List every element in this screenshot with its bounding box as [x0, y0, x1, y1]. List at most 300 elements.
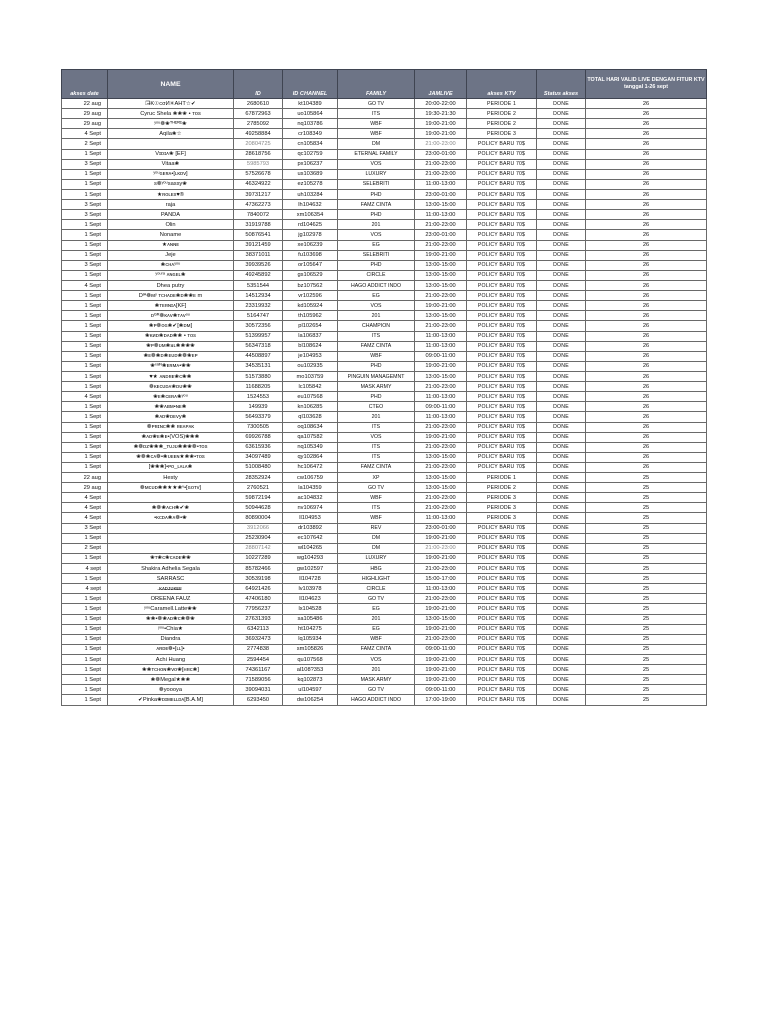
cell-id: 63615936: [234, 442, 283, 452]
cell-total-hari: 26: [586, 311, 707, 321]
cell-name: ❀❁ᴅᴢ❀❀❀_ᴛᴜᴊᴜ❀❀❀❁•ᴛᴏѕ: [108, 442, 234, 452]
cell-name: raja: [108, 200, 234, 210]
cell-total-hari: 26: [586, 270, 707, 280]
cell-total-hari: 25: [586, 564, 707, 574]
cell-id-channel: qa107582: [283, 432, 338, 442]
cell-id: 64921426: [234, 584, 283, 594]
cell-id-channel: rd104625: [283, 220, 338, 230]
cell-akses-date: 3 Sept: [62, 200, 108, 210]
cell-jamlive: 19:00-21:00: [415, 604, 467, 614]
table-row: [62, 685, 707, 695]
table-row: [62, 483, 707, 493]
cell-name: ʸᵒᵘɢᴇʀᴀ•[ʟᴋᴅᴠ]: [108, 169, 234, 179]
cell-jamlive: 21:00-23:00: [415, 634, 467, 644]
cell-id: 46324922: [234, 179, 283, 189]
cell-id-channel: bz107562: [283, 280, 338, 290]
cell-akses-date: 1 Sept: [62, 412, 108, 422]
cell-id-channel: ll104623: [283, 594, 338, 604]
cell-id: 5985793: [234, 159, 283, 169]
cell-akses-ktv: POLICY BARU 70$: [467, 270, 537, 280]
cell-total-hari: 26: [586, 240, 707, 250]
cell-id: 34535131: [234, 361, 283, 371]
cell-akses-date: 1 Sept: [62, 422, 108, 432]
cell-akses-date: 1 Sept: [62, 634, 108, 644]
cell-id-channel: kn106285: [283, 402, 338, 412]
cell-status-akses: DONE: [537, 382, 586, 392]
cell-akses-ktv: PERIODE 1: [467, 473, 537, 483]
cell-family: ITS: [338, 109, 415, 119]
cell-jamlive: 13:00-15:00: [415, 452, 467, 462]
cell-total-hari: 25: [586, 543, 707, 553]
col-header-akses-ktv: akses KTV: [467, 70, 537, 99]
cell-family: WBF: [338, 493, 415, 503]
cell-id-channel: qy102864: [283, 452, 338, 462]
cell-name: Vitaa❀: [108, 159, 234, 169]
cell-family: 201: [338, 614, 415, 624]
cell-jamlive: 21:00-23:00: [415, 240, 467, 250]
cell-jamlive: 21:00-23:00: [415, 159, 467, 169]
cell-id: 14512934: [234, 291, 283, 301]
cell-jamlive: 19:00-21:00: [415, 665, 467, 675]
cell-jamlive: 09:00-11:00: [415, 351, 467, 361]
table-row: [62, 291, 707, 301]
cell-id: 6293450: [234, 695, 283, 705]
cell-family: REV: [338, 523, 415, 533]
table-row: [62, 462, 707, 472]
table-row: [62, 240, 707, 250]
cell-akses-date: 1 Sept: [62, 442, 108, 452]
cell-akses-date: 3 Sept: [62, 159, 108, 169]
cell-name: SARRASC: [108, 574, 234, 584]
cell-status-akses: DONE: [537, 260, 586, 270]
cell-akses-ktv: POLICY BARU 70$: [467, 250, 537, 260]
table-row: [62, 260, 707, 270]
cell-id: 51573880: [234, 371, 283, 381]
cell-id-channel: gs106529: [283, 270, 338, 280]
cell-id: 2760521: [234, 483, 283, 493]
cell-name: ❀ᴀᴅ❀ᴅᴇvy❀: [108, 412, 234, 422]
cell-status-akses: DONE: [537, 564, 586, 574]
table-row: [62, 574, 707, 584]
cell-akses-ktv: POLICY BARU 70$: [467, 594, 537, 604]
cell-jamlive: 13:00-15:00: [415, 483, 467, 493]
cell-family: LUXURY: [338, 553, 415, 563]
cell-jamlive: 21:00-23:00: [415, 503, 467, 513]
table-row: [62, 442, 707, 452]
cell-family: VOS: [338, 432, 415, 442]
cell-jamlive: 23:00-01:00: [415, 523, 467, 533]
cell-family: WBF: [338, 129, 415, 139]
table-row: [62, 493, 707, 503]
cell-jamlive: 13:00-15:00: [415, 270, 467, 280]
cell-status-akses: DONE: [537, 99, 586, 109]
cell-id: 2680610: [234, 99, 283, 109]
cell-id-channel: ou102935: [283, 361, 338, 371]
cell-family: FAMZ CINTA: [338, 462, 415, 472]
cell-family: CHAMPION: [338, 321, 415, 331]
table-row: [62, 675, 707, 685]
cell-id: 59872194: [234, 493, 283, 503]
cell-akses-date: 1 Sept: [62, 675, 108, 685]
cell-status-akses: DONE: [537, 280, 586, 290]
cell-name: ʸᵒᵘ❁❀ᵀᴴᴱᴿᴱ❀: [108, 119, 234, 129]
cell-total-hari: 26: [586, 321, 707, 331]
cell-family: DM: [338, 533, 415, 543]
cell-name: ★ᴀɴɴᴇ: [108, 240, 234, 250]
cell-family: DM: [338, 139, 415, 149]
table-row: [62, 250, 707, 260]
table-row: [62, 513, 707, 523]
cell-family: ITS: [338, 442, 415, 452]
cell-akses-date: 1 Sept: [62, 695, 108, 705]
col-header-status-akses: Status akses: [537, 70, 586, 99]
cell-id: 11688205: [234, 382, 283, 392]
cell-total-hari: 26: [586, 149, 707, 159]
cell-name: ❀ᴇ❁❀ᴅ❀ᴇᴜᴅ❀❁❀ᴇᴘ: [108, 351, 234, 361]
table-row: [62, 473, 707, 483]
cell-akses-ktv: POLICY BARU 70$: [467, 200, 537, 210]
cell-jamlive: 21:00-23:00: [415, 321, 467, 331]
cell-total-hari: 26: [586, 412, 707, 422]
cell-family: PHD: [338, 189, 415, 199]
cell-family: DM: [338, 543, 415, 553]
cell-family: FAMZ CINTA: [338, 200, 415, 210]
cell-family: PHD: [338, 210, 415, 220]
cell-status-akses: DONE: [537, 543, 586, 553]
cell-status-akses: DONE: [537, 422, 586, 432]
table-row: [62, 634, 707, 644]
cell-name: Vɪᴅɪᴀ❀ [EF]: [108, 149, 234, 159]
cell-akses-ktv: POLICY BARU 70$: [467, 331, 537, 341]
cell-akses-date: 22 aug: [62, 473, 108, 483]
cell-akses-ktv: POLICY BARU 70$: [467, 220, 537, 230]
cell-total-hari: 26: [586, 139, 707, 149]
cell-total-hari: 26: [586, 220, 707, 230]
cell-status-akses: DONE: [537, 189, 586, 199]
cell-akses-ktv: POLICY BARU 70$: [467, 553, 537, 563]
table-row: [62, 270, 707, 280]
cell-family: ITS: [338, 503, 415, 513]
cell-family: VOS: [338, 301, 415, 311]
cell-akses-ktv: POLICY BARU 70$: [467, 230, 537, 240]
cell-akses-ktv: POLICY BARU 70$: [467, 624, 537, 634]
cell-family: HAGO ADDICT INDO: [338, 280, 415, 290]
cell-status-akses: DONE: [537, 230, 586, 240]
table-row: [62, 179, 707, 189]
cell-akses-date: 4 Sept: [62, 392, 108, 402]
cell-akses-date: 1 Sept: [62, 311, 108, 321]
table-row: [62, 341, 707, 351]
cell-name: ❁ᴍᴄᴜᴅ❀❀★★❀ᵛ•[ɢᴏᴛᴠ]: [108, 483, 234, 493]
cell-family: HIGHLIGHT: [338, 574, 415, 584]
cell-akses-ktv: POLICY BARU 70$: [467, 341, 537, 351]
cell-family: PINGUIN MANAGEMNT: [338, 371, 415, 381]
cell-id: 30539198: [234, 574, 283, 584]
cell-total-hari: 26: [586, 371, 707, 381]
cell-akses-ktv: POLICY BARU 70$: [467, 665, 537, 675]
cell-name: [108, 493, 234, 503]
cell-akses-date: 2 Sept: [62, 543, 108, 553]
cell-id-channel: nq105349: [283, 442, 338, 452]
cell-family: EG: [338, 240, 415, 250]
table-row: [62, 129, 707, 139]
cell-jamlive: 19:00-21:00: [415, 655, 467, 665]
cell-status-akses: DONE: [537, 533, 586, 543]
cell-total-hari: 26: [586, 452, 707, 462]
cell-id: 38371011: [234, 250, 283, 260]
cell-jamlive: 13:00-15:00: [415, 614, 467, 624]
cell-total-hari: 26: [586, 442, 707, 452]
cell-total-hari: 26: [586, 331, 707, 341]
cell-name: [108, 543, 234, 553]
cell-jamlive: 17:00-19:00: [415, 695, 467, 705]
cell-akses-ktv: PERIODE 2: [467, 119, 537, 129]
cell-name: [108, 533, 234, 543]
cell-name: Noname: [108, 230, 234, 240]
cell-status-akses: DONE: [537, 584, 586, 594]
cell-family: VOS: [338, 159, 415, 169]
table-row: [62, 301, 707, 311]
cell-id-channel: cn105834: [283, 139, 338, 149]
cell-id: 36932473: [234, 634, 283, 644]
cell-family: EG: [338, 604, 415, 614]
cell-total-hari: 26: [586, 382, 707, 392]
cell-name: ❁yoooya: [108, 685, 234, 695]
cell-status-akses: DONE: [537, 139, 586, 149]
cell-total-hari: 26: [586, 169, 707, 179]
cell-family: 201: [338, 412, 415, 422]
cell-akses-ktv: POLICY BARU 70$: [467, 311, 537, 321]
cell-status-akses: DONE: [537, 473, 586, 483]
cell-status-akses: DONE: [537, 220, 586, 230]
cell-total-hari: 25: [586, 624, 707, 634]
cell-family: MASK ARMY: [338, 675, 415, 685]
cell-id-channel: qc102759: [283, 149, 338, 159]
cell-name: ❀❁Megal★❀❀: [108, 675, 234, 685]
cell-akses-date: 1 Sept: [62, 341, 108, 351]
cell-akses-date: 4 Sept: [62, 513, 108, 523]
cell-id-channel: mo103759: [283, 371, 338, 381]
cell-akses-ktv: POLICY BARU 70$: [467, 361, 537, 371]
cell-total-hari: 26: [586, 250, 707, 260]
cell-jamlive: 11:00-13:00: [415, 179, 467, 189]
cell-akses-ktv: POLICY BARU 70$: [467, 149, 537, 159]
cell-status-akses: DONE: [537, 493, 586, 503]
cell-family: PHD: [338, 260, 415, 270]
cell-name: Cyruc Shela ❀❀❀ • ᴛᴏѕ: [108, 109, 234, 119]
cell-id-channel: or105647: [283, 260, 338, 270]
cell-family: GO TV: [338, 685, 415, 695]
cell-jamlive: 13:00-15:00: [415, 200, 467, 210]
cell-id: 2785092: [234, 119, 283, 129]
cell-id-channel: xm106354: [283, 210, 338, 220]
cell-akses-ktv: POLICY BARU 70$: [467, 280, 537, 290]
cell-name: ♥★ ᴀɴᴅʀᴇ❀ᴄ❀❀: [108, 371, 234, 381]
cell-family: WBF: [338, 119, 415, 129]
cell-jamlive: 09:00-11:00: [415, 402, 467, 412]
cell-id-channel: ez105278: [283, 179, 338, 189]
cell-jamlive: 13:00-15:00: [415, 280, 467, 290]
data-table: [61, 69, 707, 706]
cell-name: ❀ᴛᴇʀɴɪᴀ[KF]: [108, 301, 234, 311]
cell-id: 27631393: [234, 614, 283, 624]
cell-total-hari: 26: [586, 392, 707, 402]
cell-id: 39094031: [234, 685, 283, 695]
cell-id: 49258884: [234, 129, 283, 139]
cell-status-akses: DONE: [537, 371, 586, 381]
cell-id-channel: ll104953: [283, 513, 338, 523]
cell-id: 2594454: [234, 655, 283, 665]
table-row: [62, 655, 707, 665]
table-row: [62, 109, 707, 119]
cell-jamlive: 21:00-23:00: [415, 169, 467, 179]
cell-id: 10227289: [234, 553, 283, 563]
cell-name: s❁ʸᵒᵘsassy❀: [108, 179, 234, 189]
cell-family: HAGO ADDICT INDO: [338, 695, 415, 705]
cell-akses-date: 1 Sept: [62, 685, 108, 695]
cell-akses-ktv: POLICY BARU 70$: [467, 260, 537, 270]
cell-id-channel: us103689: [283, 169, 338, 179]
cell-status-akses: DONE: [537, 503, 586, 513]
cell-id-channel: vr102596: [283, 291, 338, 301]
cell-status-akses: DONE: [537, 109, 586, 119]
cell-status-akses: DONE: [537, 624, 586, 634]
cell-status-akses: DONE: [537, 685, 586, 695]
cell-status-akses: DONE: [537, 483, 586, 493]
cell-akses-ktv: POLICY BARU 70$: [467, 301, 537, 311]
spreadsheet: [61, 69, 706, 706]
cell-family: CIRCLE: [338, 584, 415, 594]
cell-status-akses: DONE: [537, 270, 586, 280]
cell-id: 85782466: [234, 564, 283, 574]
cell-akses-date: 1 Sept: [62, 291, 108, 301]
cell-status-akses: DONE: [537, 331, 586, 341]
cell-name: ❀ʳᵃᴵᴺ❀ᴇʀᴍᴀ•❀❀: [108, 361, 234, 371]
cell-id: 39121459: [234, 240, 283, 250]
table-row: [62, 189, 707, 199]
cell-id: 56347318: [234, 341, 283, 351]
cell-jamlive: 21:00-23:00: [415, 493, 467, 503]
cell-id: 34097489: [234, 452, 283, 462]
cell-name: ʸᵒᵘ•Chia★: [108, 624, 234, 634]
cell-status-akses: DONE: [537, 291, 586, 301]
cell-akses-date: 29 aug: [62, 109, 108, 119]
cell-total-hari: 25: [586, 513, 707, 523]
cell-akses-date: 1 Sept: [62, 382, 108, 392]
cell-id-channel: fu103698: [283, 250, 338, 260]
cell-status-akses: DONE: [537, 210, 586, 220]
cell-akses-date: 3 Sept: [62, 523, 108, 533]
cell-id: 6342113: [234, 624, 283, 634]
cell-status-akses: DONE: [537, 442, 586, 452]
cell-akses-ktv: POLICY BARU 70$: [467, 210, 537, 220]
cell-family: ETERNAL FAMILY: [338, 149, 415, 159]
cell-family: 201: [338, 665, 415, 675]
table-row: [62, 361, 707, 371]
cell-akses-ktv: POLICY BARU 70$: [467, 452, 537, 462]
cell-akses-date: 1 Sept: [62, 594, 108, 604]
cell-akses-date: 1 Sept: [62, 169, 108, 179]
table-row: [62, 614, 707, 624]
cell-id-channel: dr103892: [283, 523, 338, 533]
cell-akses-date: 1 Sept: [62, 604, 108, 614]
cell-name: ̶ᴋ̶ᴀ̶ᴅ̶ᴊ̶ᴜ̶ᴋ̶ᴇ̶ᴇ: [108, 584, 234, 594]
table-row: [62, 119, 707, 129]
cell-id-channel: lc105842: [283, 382, 338, 392]
cell-status-akses: DONE: [537, 553, 586, 563]
table-row: [62, 402, 707, 412]
cell-akses-date: 1 Sept: [62, 402, 108, 412]
cell-id: 1524553: [234, 392, 283, 402]
cell-id-channel: ac104832: [283, 493, 338, 503]
cell-akses-date: 1 Sept: [62, 220, 108, 230]
cell-total-hari: 25: [586, 584, 707, 594]
cell-jamlive: 19:00-21:00: [415, 119, 467, 129]
cell-akses-date: 1 Sept: [62, 371, 108, 381]
table-row: [62, 695, 707, 705]
cell-akses-ktv: POLICY BARU 70$: [467, 685, 537, 695]
cell-name: ✔Pinka❀ᴅɪᴍᴇʟʟᴅᴀ[B.A.M]: [108, 695, 234, 705]
cell-akses-ktv: PERIODE 2: [467, 109, 537, 119]
cell-akses-date: 1 Sept: [62, 462, 108, 472]
col-header-id-channel: ID CHANNEL: [283, 70, 338, 99]
cell-akses-ktv: POLICY BARU 70$: [467, 655, 537, 665]
cell-family: XP: [338, 473, 415, 483]
header-row: [62, 70, 707, 99]
cell-jamlive: 21:00-23:00: [415, 220, 467, 230]
cell-jamlive: 23:00-01:00: [415, 149, 467, 159]
cell-akses-ktv: POLICY BARU 70$: [467, 675, 537, 685]
cell-id: 69926788: [234, 432, 283, 442]
cell-jamlive: 13:00-15:00: [415, 473, 467, 483]
cell-id: 74361167: [234, 665, 283, 675]
cell-id: 57526678: [234, 169, 283, 179]
cell-total-hari: 26: [586, 422, 707, 432]
table-row: [62, 665, 707, 675]
cell-total-hari: 26: [586, 301, 707, 311]
cell-id: 56493379: [234, 412, 283, 422]
cell-total-hari: 25: [586, 553, 707, 563]
cell-status-akses: DONE: [537, 311, 586, 321]
cell-jamlive: 11:00-13:00: [415, 584, 467, 594]
cell-jamlive: 21:00-23:00: [415, 139, 467, 149]
cell-total-hari: 25: [586, 614, 707, 624]
cell-name: ❒̶K☉ᴄσИ✳АНТ☆✔: [108, 99, 234, 109]
cell-status-akses: DONE: [537, 301, 586, 311]
cell-name: Diandra: [108, 634, 234, 644]
cell-akses-ktv: PERIODE 3: [467, 503, 537, 513]
cell-total-hari: 26: [586, 179, 707, 189]
cell-akses-ktv: POLICY BARU 70$: [467, 169, 537, 179]
cell-name: ʸᵒᵘCaramell.Latte❀❀: [108, 604, 234, 614]
cell-family: LUXURY: [338, 169, 415, 179]
cell-akses-date: 1 Sept: [62, 614, 108, 624]
cell-id-channel: bl108624: [283, 341, 338, 351]
cell-akses-ktv: POLICY BARU 70$: [467, 382, 537, 392]
cell-total-hari: 26: [586, 159, 707, 169]
cell-akses-date: 1 Sept: [62, 655, 108, 665]
cell-id-channel: xe106239: [283, 240, 338, 250]
cell-name: ❀ᴛ❀ᴄ❀ᴄᴀᴅᴇ❀❀: [108, 553, 234, 563]
cell-jamlive: 13:00-15:00: [415, 311, 467, 321]
cell-akses-date: 1 Sept: [62, 624, 108, 634]
cell-name: ❀ᴇ❀ᴄᴇʀᴀ❀ʸᵒᵘ: [108, 392, 234, 402]
cell-akses-date: 1 Sept: [62, 361, 108, 371]
cell-name: Hesty: [108, 473, 234, 483]
table-row: [62, 149, 707, 159]
cell-name: Jeje: [108, 250, 234, 260]
cell-status-akses: DONE: [537, 341, 586, 351]
